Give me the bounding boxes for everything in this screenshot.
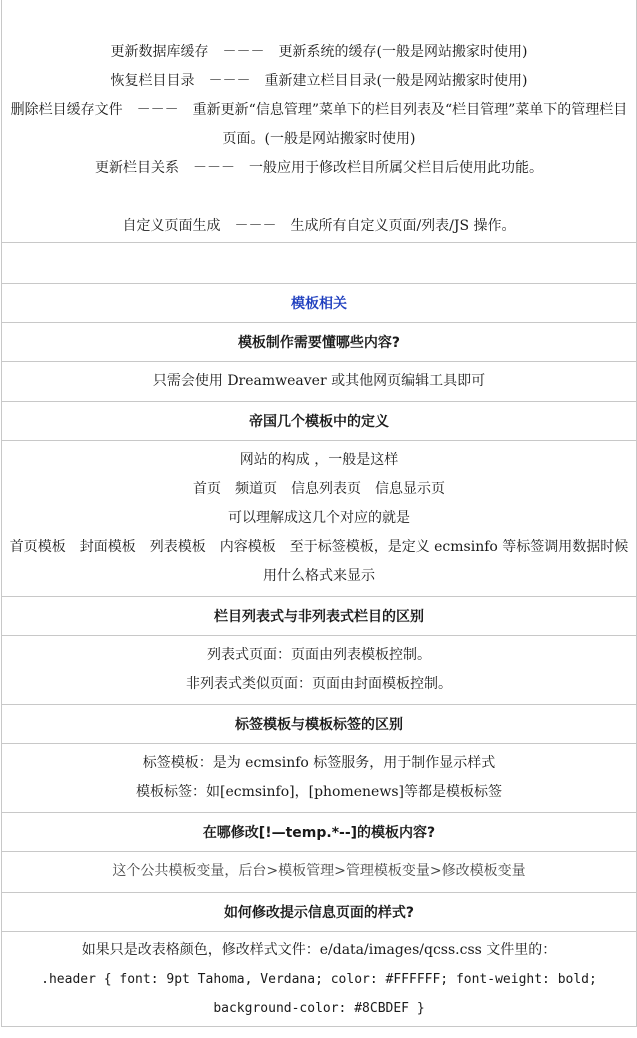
question-row bbox=[2, 704, 637, 743]
answer-cell bbox=[2, 361, 637, 401]
answer-line: 首页 频道页 信息列表页 信息显示页 bbox=[193, 480, 445, 497]
answer-row bbox=[2, 851, 637, 892]
answer-row bbox=[2, 743, 637, 812]
intro-cell bbox=[2, 0, 637, 242]
answer-line: 这个公共模板变量，后台>模板管理>管理模板变量>修改模板变量 bbox=[112, 863, 526, 879]
faq-table bbox=[1, 0, 637, 1027]
intro-line: 更新栏目关系 －－－ 一般应用于修改栏目所属父栏目后使用此功能。 bbox=[95, 160, 543, 176]
question-row bbox=[2, 892, 637, 931]
question-row bbox=[2, 401, 637, 440]
answer-cell bbox=[2, 440, 637, 596]
code-line: background-color: #8CBDEF } bbox=[213, 1001, 425, 1016]
answer-row bbox=[2, 440, 637, 596]
answer-cell bbox=[2, 635, 637, 704]
answer-line: 可以理解成这几个对应的就是 bbox=[228, 509, 410, 526]
answer-line: 标签模板：是为 ecmsinfo 标签服务，用于制作显示样式 bbox=[142, 754, 496, 771]
question-heading: 帝国几个模板中的定义 bbox=[2, 401, 637, 440]
empty-row bbox=[2, 242, 637, 283]
question-row bbox=[2, 812, 637, 851]
answer-line: 非列表式类似页面：页面由封面模板控制。 bbox=[186, 675, 452, 692]
answer-line: 网站的构成 ，一般是这样 bbox=[239, 451, 399, 468]
answer-line: 只需会使用 Dreamweaver 或其他网页编辑工具即可 bbox=[152, 372, 486, 389]
question-row bbox=[2, 322, 637, 361]
answer-line: 如果只是改表格颜色，修改样式文件：e/data/images/qcss.css 文件里的： bbox=[81, 942, 557, 958]
question-heading: 如何修改提示信息页面的样式? bbox=[2, 892, 637, 931]
question-heading: 栏目列表式与非列表式栏目的区别 bbox=[2, 596, 637, 635]
answer-cell bbox=[2, 743, 637, 812]
answer-row bbox=[2, 635, 637, 704]
question-row bbox=[2, 596, 637, 635]
intro-line: 自定义页面生成 －－－ 生成所有自定义页面/列表/JS 操作。 bbox=[122, 218, 516, 234]
intro-line: 更新数据库缓存 －－－ 更新系统的缓存(一般是网站搬家时使用) bbox=[110, 44, 528, 60]
question-heading: 标签模板与模板标签的区别 bbox=[2, 704, 637, 743]
answer-line: 首页模板 封面模板 列表模板 内容模板 至于标签模板，是定义 ecmsinfo 等标签调用数据时候用什么格式来显示 bbox=[9, 538, 629, 584]
answer-cell bbox=[2, 931, 637, 1026]
spacer bbox=[6, 183, 632, 212]
answer-line: 列表式页面：页面由列表模板控制。 bbox=[207, 646, 431, 663]
code-line: .header { font: 9pt Tahoma, Verdana; color: #FFFFFF; font-weight: bold; bbox=[41, 972, 597, 987]
answer-row bbox=[2, 931, 637, 1026]
answer-line: 模板标签：如[ecmsinfo]，[phomenews]等都是模板标签 bbox=[136, 783, 502, 800]
section-title: 模板相关 bbox=[2, 283, 637, 322]
intro-line: 恢复栏目目录 －－－ 重新建立栏目目录(一般是网站搬家时使用) bbox=[110, 73, 528, 89]
answer-row bbox=[2, 361, 637, 401]
intro-row bbox=[2, 0, 637, 242]
question-heading: 在哪修改[!—temp.*--]的模板内容? bbox=[2, 812, 637, 851]
empty-cell bbox=[2, 242, 637, 283]
answer-cell bbox=[2, 851, 637, 892]
section-row bbox=[2, 283, 637, 322]
intro-line: 删除栏目缓存文件 －－－ 重新更新“信息管理”菜单下的栏目列表及“栏目管理”菜单下的管理栏目页面。(一般是网站搬家时使用) bbox=[10, 102, 628, 147]
question-heading: 模板制作需要懂哪些内容? bbox=[2, 322, 637, 361]
